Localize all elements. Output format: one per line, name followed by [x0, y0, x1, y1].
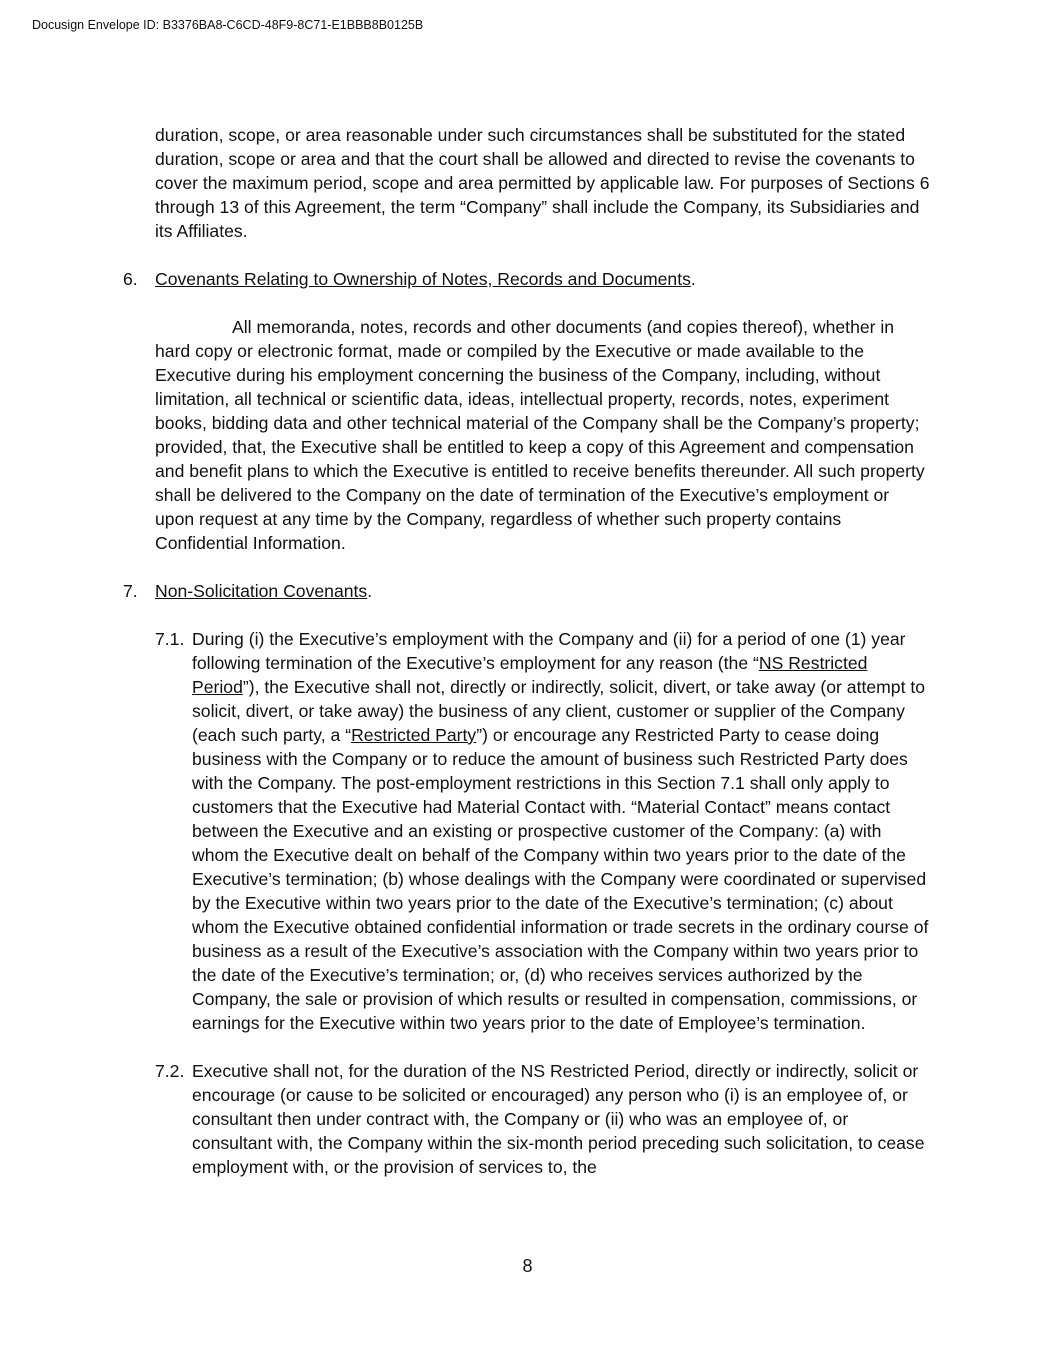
section-6-title-end: .	[690, 269, 696, 289]
section-7-2-number: 7.2.	[155, 1061, 185, 1081]
section-6-number: 6.	[123, 269, 138, 289]
section-6-body: All memoranda, notes, records and other documents (and copies thereof), whether in hard copy or electronic format, made or compiled by the Executive or made available to the Executive during his employment concerning the business of the Company, including, without limitation, all technical or scientific data, ideas, intellectual property, records, notes, experiment books, bidding data and other technical material of the Company shall be the Company’s property; provided, that, the Executive shall be entitled to keep a copy of this Agreement and compensation and benefit plans to which the Executive is entitled to receive benefits thereunder. All such property shall be delivered to the Company on the date of termination of the Executive’s employment or upon request at any time by the Company, regardless of whether such property contains Confidential Information.	[155, 317, 925, 553]
defined-term-restricted-party: Restricted Party	[351, 725, 477, 745]
section-7-2	[155, 1059, 930, 1179]
section-7-heading	[123, 579, 930, 603]
page-number: 8	[522, 1256, 533, 1276]
spacer	[155, 243, 930, 267]
section-7-1-text-part3: ”) or encourage any Restricted Party to cease doing business with the Company or to reduce the amount of business such Restricted Party does with the Company. The post-employment restrictions in this Section 7.1 shall only apply to customers that the Executive had Material Contact with. “Material Contact” means contact between the Executive and an existing or prospective customer of the Company: (a) with whom the Executive dealt on behalf of the Company within two years prior to the date of the Executive’s termination; (b) whose dealings with the Company were coordinated or supervised by the Executive within two years prior to the date of the Executive’s termination; (c) about whom the Executive obtained confidential information or trade secrets in the ordinary course of business as a result of the Executive’s association with the Company within two years prior to the date of the Executive’s termination; or, (d) who receives services authorized by the Company, the sale or provision of which results or resulted in compensation, commissions, or earnings for the Executive within two years prior to the date of Employee’s termination.	[192, 725, 929, 1033]
section-7-number: 7.	[123, 581, 138, 601]
document-body	[123, 123, 930, 1179]
section-7-1	[155, 627, 930, 1035]
section-6-title: Covenants Relating to Ownership of Notes, Records and Documents	[155, 269, 691, 289]
spacer	[155, 603, 930, 627]
spacer	[155, 555, 930, 579]
defined-term-ns-restricted-period: NS Restricted Period	[192, 653, 868, 697]
section-7-1-text-part2: ”), the Executive shall not, directly or indirectly, solicit, divert, or take away (or attempt to solicit, divert, or take away) the business of any client, customer or supplier of the Company (each such party, a “	[192, 677, 926, 745]
section-7-1-text-part1: During (i) the Executive’s employment with the Company and (ii) for a period of one (1) year following termination of the Executive’s employment for any reason (the “	[192, 629, 906, 673]
section-7-title: Non-Solicitation Covenants	[155, 581, 368, 601]
section-6-heading	[123, 267, 930, 291]
section-7-2-text: Executive shall not, for the duration of the NS Restricted Period, directly or indirectly, solicit or encourage (or cause to be solicited or encouraged) any person who (i) is an employee of, or consultant then under contract with, the Company or (ii) who was an employee of, or consultant with, the Company within the six-month period preceding such solicitation, to cease employment with, or the provision of services to, the	[192, 1061, 925, 1177]
section-7-title-end: .	[367, 581, 373, 601]
intro-paragraph: duration, scope, or area reasonable under such circumstances shall be substituted for the stated duration, scope or area and that the court shall be allowed and directed to revise the covenants to cover the maximum period, scope and area permitted by applicable law. For purposes of Sections 6 through 13 of this Agreement, the term “Company” shall include the Company, its Subsidiaries and its Affiliates.	[155, 125, 930, 241]
spacer	[155, 1035, 930, 1059]
spacer	[155, 291, 930, 315]
envelope-id: Docusign Envelope ID: B3376BA8-C6CD-48F9-8C71-E1BBB8B0125B	[32, 18, 424, 32]
section-7-1-number: 7.1.	[155, 629, 185, 649]
